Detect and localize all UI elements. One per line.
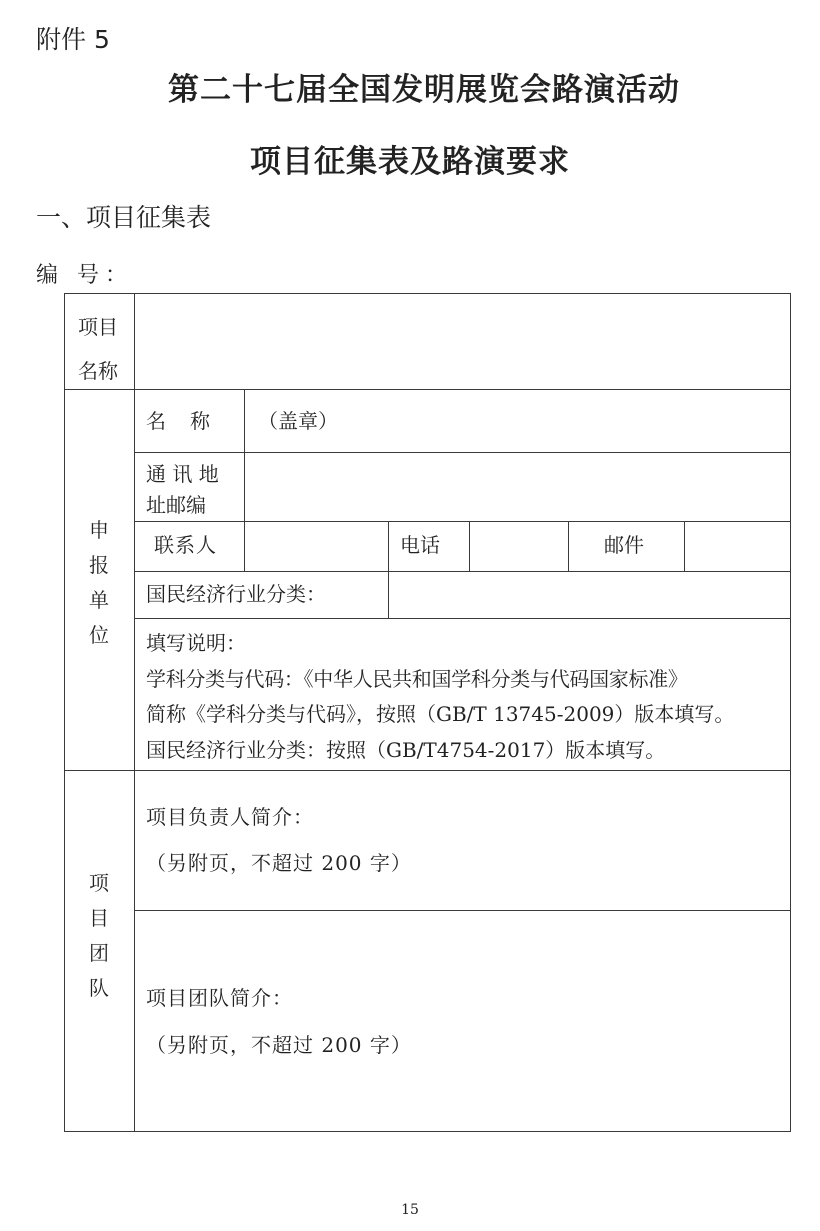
leader-intro-field[interactable]: [136, 772, 789, 909]
column-divider: [244, 389, 245, 571]
industry-classification-label: 国民经济行业分类：: [146, 582, 326, 606]
row-divider: [64, 770, 791, 771]
page-subtitle: 项目征集表及路演要求: [250, 144, 570, 180]
row-divider: [134, 521, 791, 522]
column-divider: [684, 521, 685, 571]
row-divider: [64, 389, 791, 390]
row-divider: [134, 571, 791, 572]
page-number: 15: [401, 1202, 419, 1218]
email-field[interactable]: [686, 523, 789, 570]
email-label: 邮件: [604, 533, 644, 557]
column-divider: [568, 521, 569, 571]
column-divider: [134, 293, 135, 1132]
column-divider: [469, 521, 470, 571]
unit-name-label: 名 称: [146, 409, 212, 433]
project-name-label: 项目 名称: [78, 315, 118, 383]
leader-intro-note: （另附页，不超过 200 字）: [146, 851, 412, 875]
address-field[interactable]: [246, 454, 789, 520]
page-title: 第二十七届全国发明展览会路演活动: [168, 72, 680, 108]
address-label: 通 讯 地 址邮编: [146, 462, 219, 517]
fill-instructions: 填写说明： 学科分类与代码：《中华人民共和国学科分类与代码国家标准》 简称《学科分类与代码》，按照（GB/T 13745-2009）版本填写。 国民经济行业分类：按照（GB/T4754-2017）版本填写。: [146, 631, 735, 762]
leader-intro-label: 项目负责人简介：: [146, 805, 314, 829]
table-border: [64, 1131, 791, 1132]
contact-label: 联系人: [154, 533, 217, 557]
unit-name-field[interactable]: [246, 391, 789, 451]
row-divider: [134, 618, 791, 619]
applicant-unit-label: 申 报 单 位: [89, 518, 109, 647]
number-label: 编 号：: [36, 263, 133, 288]
unit-name-seal: （盖章）: [258, 409, 338, 433]
row-divider: [134, 910, 791, 911]
phone-field[interactable]: [471, 523, 567, 570]
phone-label: 电话: [400, 533, 440, 557]
project-team-label: 项 目 团 队: [89, 871, 109, 1000]
industry-classification-field[interactable]: [390, 573, 789, 617]
team-intro-field[interactable]: [136, 912, 789, 1130]
column-divider: [388, 521, 389, 618]
team-intro-label: 项目团队简介：: [146, 986, 293, 1010]
table-border: [64, 293, 65, 1132]
table-border: [64, 293, 791, 294]
table-border: [790, 293, 791, 1132]
project-name-field[interactable]: [136, 295, 789, 388]
row-divider: [134, 452, 791, 453]
team-intro-note: （另附页，不超过 200 字）: [146, 1033, 412, 1057]
attachment-label: 附件 5: [36, 25, 110, 54]
contact-field[interactable]: [246, 523, 387, 570]
section-heading: 一、项目征集表: [36, 203, 212, 232]
